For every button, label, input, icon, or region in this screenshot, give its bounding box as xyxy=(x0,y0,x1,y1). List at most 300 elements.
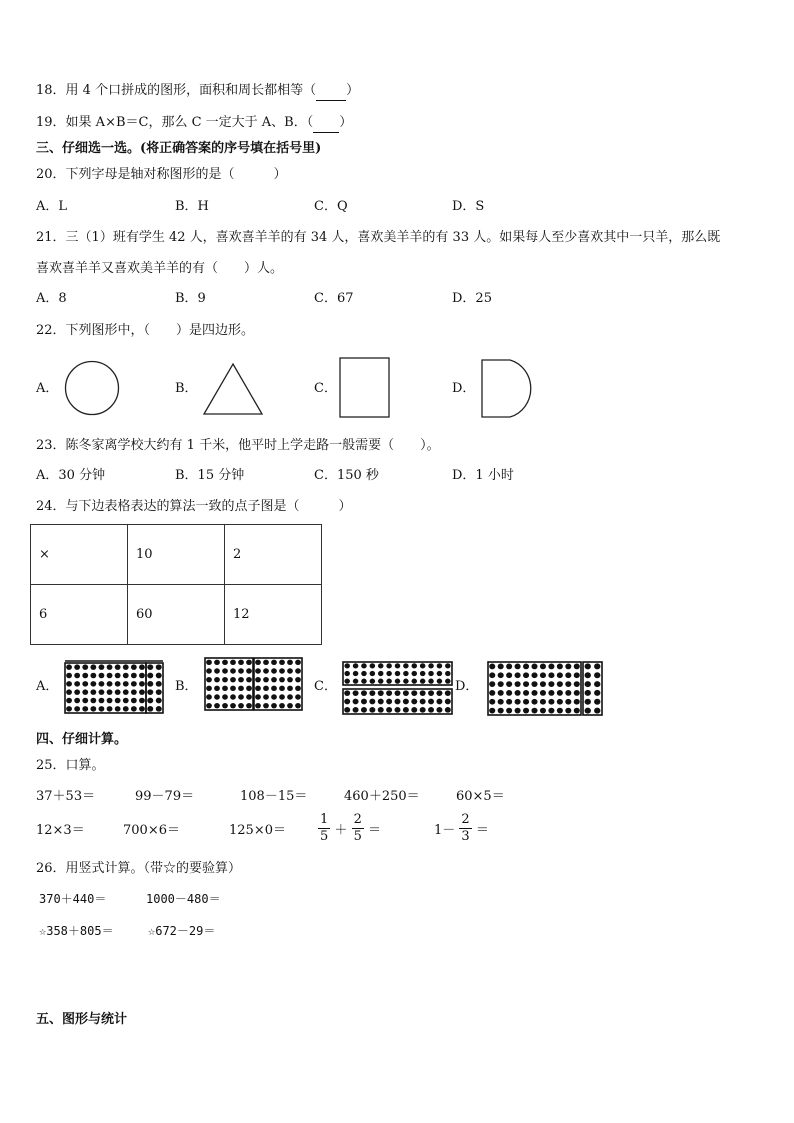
dot xyxy=(206,703,212,708)
dot xyxy=(66,681,72,687)
dot xyxy=(437,671,443,676)
dot xyxy=(206,686,212,691)
dot xyxy=(156,673,162,679)
dot xyxy=(66,664,72,670)
dot xyxy=(594,690,600,696)
dot xyxy=(445,679,451,684)
q20-option-b[interactable]: B．H xyxy=(175,199,209,214)
rectangle-icon xyxy=(338,356,392,420)
dot xyxy=(263,668,269,673)
multiplication-table xyxy=(30,524,322,645)
dot xyxy=(515,708,521,714)
dot xyxy=(574,672,580,678)
dot xyxy=(230,677,236,682)
dot xyxy=(238,686,244,691)
question-21-line2: 喜欢喜羊羊又喜欢美羊羊的有（ ）人。 xyxy=(36,261,284,276)
dot xyxy=(147,689,153,695)
dot xyxy=(574,664,580,670)
dot xyxy=(540,708,546,714)
dot xyxy=(548,672,554,678)
q23-option-a[interactable]: A．30 分钟 xyxy=(36,468,106,483)
dot xyxy=(594,699,600,705)
dot xyxy=(515,699,521,705)
dot xyxy=(287,677,293,682)
answer-blank[interactable] xyxy=(313,114,339,133)
q24-option-b[interactable]: B． xyxy=(175,679,198,694)
dot xyxy=(523,699,529,705)
dot xyxy=(238,694,244,699)
dot xyxy=(420,699,426,705)
dot xyxy=(515,681,521,687)
dot xyxy=(412,679,418,684)
dot xyxy=(548,708,554,714)
dot xyxy=(361,707,367,713)
dot xyxy=(99,673,105,679)
dot xyxy=(156,698,162,704)
dot xyxy=(74,698,80,704)
dot xyxy=(353,690,359,696)
dot-grid-d xyxy=(487,660,605,717)
dot xyxy=(395,663,401,668)
d-shape-icon xyxy=(480,358,538,420)
dot xyxy=(585,663,591,669)
dot xyxy=(428,699,434,705)
dot xyxy=(271,668,277,673)
dot-block-frame xyxy=(146,663,163,713)
dot xyxy=(255,677,261,682)
dot xyxy=(428,663,434,668)
fraction-subtraction: 1－ $\frac{2}{3}$ ＝ xyxy=(434,812,489,844)
dot xyxy=(523,681,529,687)
dot xyxy=(557,690,563,696)
dot xyxy=(386,699,392,705)
dot xyxy=(255,660,261,665)
dot xyxy=(271,694,277,699)
dot xyxy=(74,664,80,670)
dot xyxy=(206,694,212,699)
dot xyxy=(222,686,228,691)
dot xyxy=(445,671,451,676)
dot xyxy=(498,664,504,670)
q19-text: 19．如果 A×B＝C，那么 C 一定大于 A、B．（ xyxy=(36,115,314,130)
dot xyxy=(99,698,105,704)
dot xyxy=(295,668,301,673)
dot xyxy=(99,706,105,712)
dot xyxy=(585,699,591,705)
dot xyxy=(574,681,580,687)
dot xyxy=(548,690,554,696)
dot xyxy=(214,668,220,673)
dot xyxy=(515,672,521,678)
dot xyxy=(271,677,277,682)
dot xyxy=(420,690,426,696)
dot xyxy=(353,707,359,713)
vertical-calc-item: 1000－480＝ xyxy=(146,892,221,906)
dot xyxy=(420,671,426,676)
dot xyxy=(90,706,96,712)
dot xyxy=(246,660,252,665)
dot xyxy=(548,681,554,687)
dot xyxy=(344,663,350,668)
mental-math-item: 60×5＝ xyxy=(456,789,505,804)
dot xyxy=(403,707,409,713)
dot xyxy=(131,664,137,670)
dot xyxy=(295,677,301,682)
dot xyxy=(361,679,367,684)
dot xyxy=(395,679,401,684)
q24-option-d[interactable]: D． xyxy=(455,679,479,694)
dot xyxy=(263,677,269,682)
dot xyxy=(515,690,521,696)
dot xyxy=(90,664,96,670)
dot xyxy=(557,664,563,670)
dot xyxy=(230,668,236,673)
dot xyxy=(395,699,401,705)
dot-grid-a xyxy=(64,659,166,715)
dot xyxy=(506,708,512,714)
dot xyxy=(498,708,504,714)
dot xyxy=(489,699,495,705)
dot xyxy=(246,677,252,682)
dot xyxy=(214,677,220,682)
dot xyxy=(403,690,409,696)
mental-math-item: 37＋53＝ xyxy=(36,789,96,804)
dot xyxy=(206,660,212,665)
q22-option-a[interactable]: A． xyxy=(36,381,59,396)
dot xyxy=(386,671,392,676)
dot xyxy=(489,681,495,687)
dot xyxy=(540,699,546,705)
dot xyxy=(420,679,426,684)
dot xyxy=(147,681,153,687)
triangle-icon xyxy=(202,362,264,418)
dot xyxy=(131,689,137,695)
dot xyxy=(115,664,121,670)
dot xyxy=(255,694,261,699)
dot xyxy=(594,681,600,687)
dot xyxy=(498,699,504,705)
dot xyxy=(99,664,105,670)
dot xyxy=(287,660,293,665)
dot xyxy=(403,671,409,676)
fraction: $\frac{2}{3}$ xyxy=(461,812,470,844)
dot xyxy=(506,699,512,705)
section-5-heading: 五、图形与统计 xyxy=(36,1012,128,1027)
q21-option-c[interactable]: C．67 xyxy=(314,291,354,306)
dot xyxy=(287,703,293,708)
dot xyxy=(279,668,285,673)
dot xyxy=(107,681,113,687)
dot xyxy=(246,686,252,691)
dot xyxy=(378,690,384,696)
dot xyxy=(411,707,417,713)
dot xyxy=(295,703,301,708)
dot xyxy=(395,707,401,713)
dot xyxy=(506,681,512,687)
dot xyxy=(82,664,88,670)
question-21-line1: 21．三（1）班有学生 42 人，喜欢喜羊羊的有 34 人，喜欢美羊羊的有 33 人。如果每人至少喜欢其中一只羊，那么既 xyxy=(36,230,721,245)
question-25-title: 25．口算。 xyxy=(36,758,105,773)
dot xyxy=(437,679,443,684)
dot xyxy=(90,689,96,695)
dot xyxy=(411,699,417,705)
dot xyxy=(594,708,600,714)
dot xyxy=(107,698,113,704)
dot xyxy=(230,660,236,665)
dot xyxy=(585,672,591,678)
dot xyxy=(263,703,269,708)
q21-option-d[interactable]: D．25 xyxy=(452,291,492,306)
dot xyxy=(428,671,434,676)
dot xyxy=(531,681,537,687)
q22-option-c[interactable]: C． xyxy=(314,381,337,396)
dot xyxy=(287,694,293,699)
dot xyxy=(123,664,129,670)
dot xyxy=(515,664,521,670)
dot xyxy=(428,679,434,684)
q23-option-d[interactable]: D．1 小时 xyxy=(452,468,514,483)
q20-option-d[interactable]: D．S xyxy=(452,199,485,214)
dot xyxy=(82,706,88,712)
dot xyxy=(557,672,563,678)
dot xyxy=(565,664,571,670)
q22-option-b[interactable]: B． xyxy=(175,381,198,396)
section-4-heading: 四、仔细计算。 xyxy=(36,732,128,747)
dot xyxy=(271,660,277,665)
dot xyxy=(353,663,359,668)
dot xyxy=(263,686,269,691)
dot xyxy=(565,672,571,678)
dot xyxy=(594,672,600,678)
dot xyxy=(74,673,80,679)
dot xyxy=(489,672,495,678)
fraction: $\frac{1}{5}$ xyxy=(320,812,329,844)
dot xyxy=(115,698,121,704)
dot xyxy=(353,699,359,705)
dot xyxy=(82,673,88,679)
mental-math-item: 460＋250＝ xyxy=(344,789,420,804)
dot xyxy=(214,686,220,691)
dot xyxy=(420,663,426,668)
dot xyxy=(531,699,537,705)
dot xyxy=(246,668,252,673)
dot xyxy=(506,672,512,678)
vertical-calc-item: 370＋440＝ xyxy=(39,892,107,906)
dot xyxy=(66,706,72,712)
dot xyxy=(370,671,376,676)
dot xyxy=(403,679,409,684)
dot xyxy=(344,671,350,676)
fraction: $\frac{2}{5}$ xyxy=(353,812,362,844)
dot xyxy=(594,663,600,669)
dot xyxy=(489,708,495,714)
dot xyxy=(82,681,88,687)
dot xyxy=(523,672,529,678)
question-19 xyxy=(36,114,352,133)
answer-blank[interactable] xyxy=(316,82,346,101)
q18-text: 18．用 4 个口拼成的图形，面积和周长都相等（ xyxy=(36,83,317,98)
dot xyxy=(574,699,580,705)
dot xyxy=(139,698,145,704)
dot xyxy=(255,703,261,708)
q23-option-c[interactable]: C．150 秒 xyxy=(314,468,379,483)
dot xyxy=(139,681,145,687)
dot xyxy=(123,698,129,704)
dot xyxy=(378,663,384,668)
dot xyxy=(523,664,529,670)
dot xyxy=(147,698,153,704)
vertical-calc-item: ☆358＋805＝ xyxy=(39,924,114,938)
table-cell: 6 xyxy=(31,585,128,645)
dot xyxy=(353,679,359,684)
dot xyxy=(445,690,451,696)
dot xyxy=(255,668,261,673)
dot xyxy=(395,671,401,676)
q24-option-a[interactable]: A． xyxy=(36,679,59,694)
dot xyxy=(565,681,571,687)
dot xyxy=(131,673,137,679)
dot xyxy=(565,690,571,696)
fraction-addition: $\frac{1}{5}$ ＋ $\frac{2}{5}$ ＝ xyxy=(320,812,382,844)
dot xyxy=(214,703,220,708)
dot xyxy=(489,690,495,696)
dot xyxy=(123,706,129,712)
dot xyxy=(107,689,113,695)
q22-option-d[interactable]: D． xyxy=(452,381,476,396)
dot-grid-b xyxy=(204,656,304,712)
dot xyxy=(344,699,350,705)
vertical-calc-item: ☆672－29＝ xyxy=(148,924,216,938)
dot xyxy=(344,690,350,696)
dot xyxy=(214,660,220,665)
q20-option-a[interactable]: A．L xyxy=(36,199,68,214)
dot xyxy=(115,681,121,687)
dot xyxy=(378,671,384,676)
dot xyxy=(540,681,546,687)
dot xyxy=(74,689,80,695)
dot xyxy=(523,708,529,714)
dot xyxy=(403,663,409,668)
dot xyxy=(361,690,367,696)
dot xyxy=(90,681,96,687)
dot xyxy=(386,663,392,668)
dot xyxy=(206,668,212,673)
dot-grid-c xyxy=(342,660,454,716)
dot xyxy=(498,672,504,678)
dot xyxy=(66,673,72,679)
dot xyxy=(90,698,96,704)
dot xyxy=(214,694,220,699)
dot xyxy=(353,671,359,676)
dot xyxy=(412,671,418,676)
dot xyxy=(428,690,434,696)
dot xyxy=(386,707,392,713)
dot xyxy=(531,664,537,670)
question-26-title: 26．用竖式计算。（带☆的要验算） xyxy=(36,861,242,876)
dot xyxy=(436,699,442,705)
mental-math-item: 12×3＝ xyxy=(36,823,85,838)
table-cell: 60 xyxy=(128,585,225,645)
dot xyxy=(498,690,504,696)
q21-option-a[interactable]: A．8 xyxy=(36,291,67,306)
q23-option-b[interactable]: B．15 分钟 xyxy=(175,468,245,483)
table-cell: 2 xyxy=(225,525,322,585)
dot xyxy=(445,707,451,713)
dot xyxy=(287,668,293,673)
dot xyxy=(156,664,162,670)
dot xyxy=(557,681,563,687)
dot xyxy=(74,681,80,687)
dot xyxy=(585,690,591,696)
table-row xyxy=(31,585,322,645)
dot xyxy=(420,707,426,713)
dot xyxy=(147,673,153,679)
dot xyxy=(139,689,145,695)
dot xyxy=(369,707,375,713)
q18-close: ） xyxy=(346,83,360,98)
dot xyxy=(565,708,571,714)
dot xyxy=(361,699,367,705)
dot xyxy=(246,703,252,708)
dot xyxy=(131,706,137,712)
dot xyxy=(557,699,563,705)
dot xyxy=(557,708,563,714)
dot xyxy=(82,698,88,704)
table-cell: × xyxy=(31,525,128,585)
q21-option-b[interactable]: B．9 xyxy=(175,291,206,306)
dot xyxy=(279,677,285,682)
dot xyxy=(361,671,367,676)
dot-block-frame xyxy=(205,658,253,710)
dot xyxy=(540,690,546,696)
question-23: 23．陈冬家离学校大约有 1 千米，他平时上学走路一般需要（ ）。 xyxy=(36,438,440,453)
dot xyxy=(139,673,145,679)
dot xyxy=(565,699,571,705)
dot xyxy=(99,681,105,687)
dot xyxy=(411,690,417,696)
dot xyxy=(115,706,121,712)
question-18 xyxy=(36,82,359,101)
dot xyxy=(271,703,277,708)
dot xyxy=(156,681,162,687)
q20-option-c[interactable]: C．Q xyxy=(314,199,348,214)
dot xyxy=(222,703,228,708)
dot xyxy=(222,677,228,682)
dot xyxy=(287,686,293,691)
dot xyxy=(147,706,153,712)
dot xyxy=(279,703,285,708)
dot xyxy=(489,664,495,670)
dot xyxy=(386,679,392,684)
dot xyxy=(344,707,350,713)
dot xyxy=(139,664,145,670)
dot xyxy=(131,698,137,704)
dot xyxy=(412,663,418,668)
dot xyxy=(74,706,80,712)
dot xyxy=(295,686,301,691)
dot xyxy=(230,694,236,699)
dot xyxy=(115,689,121,695)
dot xyxy=(222,660,228,665)
dot xyxy=(370,663,376,668)
dot xyxy=(66,689,72,695)
question-24: 24．与下边表格表达的算法一致的点子图是（ ） xyxy=(36,499,352,514)
dot xyxy=(436,690,442,696)
q24-option-c[interactable]: C． xyxy=(314,679,337,694)
dot-block-frame xyxy=(65,663,146,713)
dot xyxy=(378,707,384,713)
dot xyxy=(156,689,162,695)
